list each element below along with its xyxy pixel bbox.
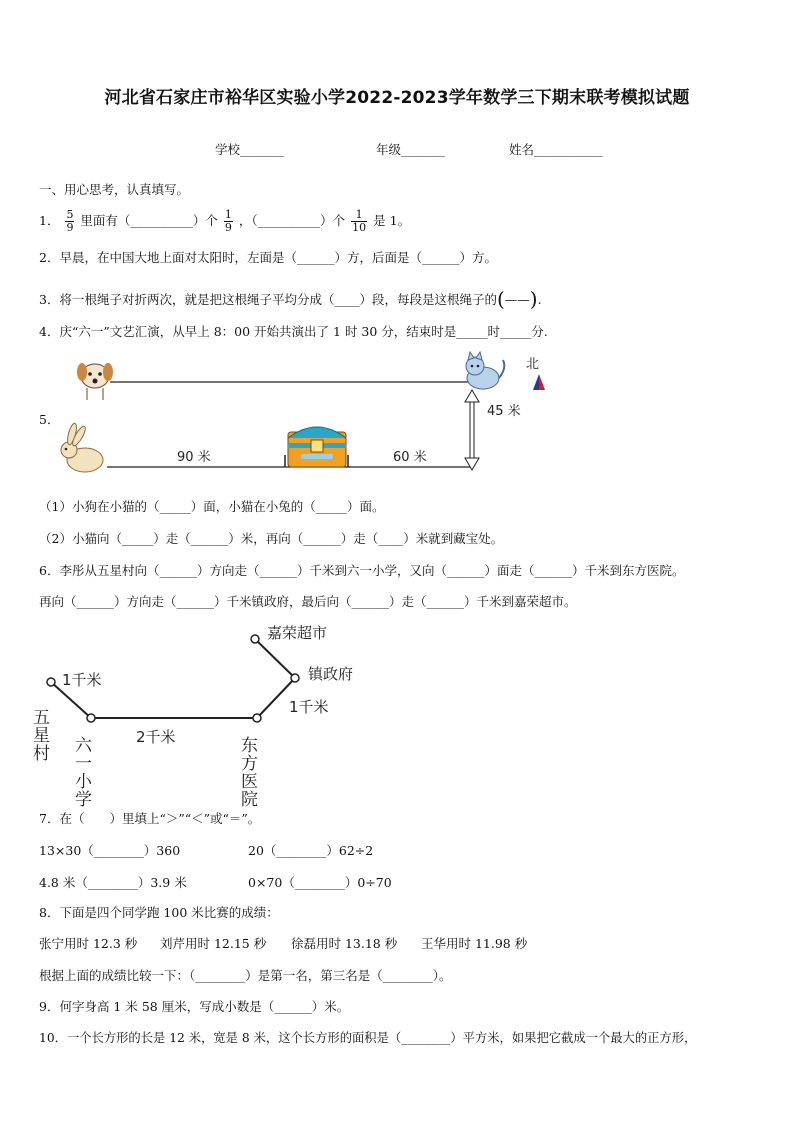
route-map-figure bbox=[29, 620, 365, 808]
question-9: 9．何字身高 1 米 58 厘米，写成小数是（______）米。 bbox=[39, 999, 350, 1014]
liuyi-label: 六一小学 bbox=[71, 736, 91, 808]
q1-number: 1． bbox=[39, 213, 60, 228]
q7-compare-b: 20（________）62÷2 bbox=[248, 843, 374, 858]
distance-90m: 90 米 bbox=[177, 450, 211, 465]
jiarong-point bbox=[251, 635, 259, 643]
dog-icon bbox=[77, 363, 113, 400]
q3-blank-fraction: —— bbox=[504, 292, 530, 307]
question-7: 7．在（ ）里填上“＞”“＜”或“＝”。 bbox=[39, 811, 261, 826]
name-field: 姓名___________ bbox=[509, 142, 603, 157]
zhengfu-label: 镇政府 bbox=[308, 665, 354, 683]
question-6-line-2: 再向（______）方向走（______）千米镇政府，最后向（______）走（______）千米到嘉荣超市。 bbox=[39, 594, 577, 609]
rabbit-icon bbox=[61, 422, 103, 472]
dongfang-point bbox=[253, 714, 261, 722]
grade-field: 年级_______ bbox=[376, 142, 445, 157]
distance-2km: 2千米 bbox=[136, 728, 176, 746]
q8-time-3: 徐磊用时 13.18 秒 bbox=[291, 936, 398, 951]
q8-time-4: 王华用时 11.98 秒 bbox=[421, 936, 528, 951]
fraction-5-9: $\frac{5}{9}$ bbox=[66, 208, 74, 234]
dongfang-label: 东方医院 bbox=[237, 736, 257, 808]
q7-compare-c: 4.8 米（________）3.9 米 bbox=[39, 875, 187, 890]
question-1: 1． $\frac{5}{9}$ 里面有（__________）个 $\frac{1}{9}$ ，（__________）个 $\frac{1}{10}$ 是 1。 bbox=[39, 208, 411, 234]
treasure-chest-icon bbox=[288, 427, 346, 467]
treasure-map-figure bbox=[55, 350, 555, 475]
q8-time-2: 刘芹用时 12.15 秒 bbox=[160, 936, 267, 951]
q8-time-1: 张宁用时 12.3 秒 bbox=[39, 936, 138, 951]
question-2: 2．早晨，在中国大地上面对太阳时，左面是（______）方，后面是（______）方。 bbox=[39, 250, 497, 265]
distance-1km-a: 1千米 bbox=[62, 671, 102, 689]
wuxing-label: 五星村 bbox=[29, 708, 49, 762]
liuyi-point bbox=[87, 714, 95, 722]
question-10: 10．一个长方形的长是 12 米，宽是 8 米，这个长方形的面积是（________）平方米，如果把它截成一个最大的正方形， bbox=[39, 1031, 697, 1045]
question-5-1: （1）小狗在小猫的（_____）面，小猫在小兔的（_____）面。 bbox=[39, 499, 385, 514]
q8-question: 根据上面的成绩比较一下：（________）是第一名，第三名是（________）。 bbox=[39, 968, 452, 983]
distance-45m: 45 米 bbox=[487, 404, 521, 419]
route-segment-4 bbox=[255, 639, 295, 678]
page-title: 河北省石家庄市裕华区实验小学2022-2023学年数学三下期末联考模拟试题 bbox=[104, 88, 690, 108]
question-4: 4．庆“六一”文艺汇演，从早上 8：00 开始共演出了 1 时 30 分，结束时是_____时_____分. bbox=[39, 324, 548, 339]
cat-icon bbox=[466, 352, 504, 389]
distance-60m: 60 米 bbox=[393, 450, 427, 465]
question-6-line-1: 6．李彤从五星村向（______）方向走（______）千米到六一小学，又向（______）面走（______）千米到东方医院。 bbox=[39, 563, 685, 578]
jiarong-label: 嘉荣超市 bbox=[267, 624, 328, 642]
fraction-1-9: $\frac{1}{9}$ bbox=[224, 208, 232, 234]
q7-compare-d: 0×70（________）0÷70 bbox=[248, 875, 392, 890]
north-label: 北 bbox=[526, 357, 540, 372]
q5-number: 5． bbox=[39, 412, 60, 427]
q7-compare-a: 13×30（________）360 bbox=[39, 843, 181, 858]
question-3: 3．将一根绳子对折两次，就是把这根绳子平均分成（____）段，每段是这根绳子的(——). bbox=[39, 287, 542, 311]
distance-1km-b: 1千米 bbox=[289, 698, 329, 716]
section-heading: 一、用心思考，认真填写。 bbox=[39, 182, 190, 197]
question-5-2: （2）小猫向（_____）走（______）米，再向（______）走（____）米就到藏宝处。 bbox=[39, 531, 504, 546]
arrow-down-head bbox=[465, 458, 479, 470]
arrow-up-head bbox=[465, 390, 479, 402]
question-8: 8．下面是四个同学跑 100 米比赛的成绩： bbox=[39, 905, 279, 920]
school-field: 学校_______ bbox=[215, 142, 284, 157]
fraction-1-10: $\frac{1}{10}$ bbox=[352, 208, 367, 234]
north-arrow-icon bbox=[533, 374, 545, 390]
zhengfu-point bbox=[291, 674, 299, 682]
wuxing-point bbox=[47, 678, 55, 686]
